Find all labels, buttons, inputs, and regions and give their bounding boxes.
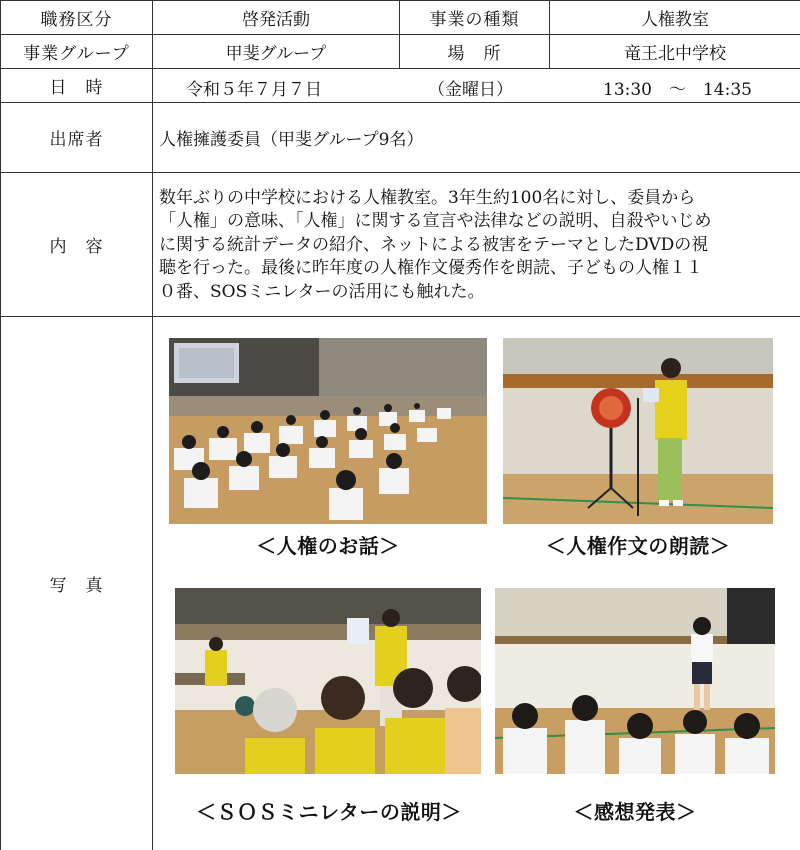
row-content — [1, 173, 800, 317]
label-attendees: 出席者 — [1, 103, 153, 173]
label-job-category: 職務区分 — [1, 1, 153, 35]
photos-cell — [153, 317, 800, 850]
photo-sos-letter-explanation — [175, 588, 481, 774]
content-line: 数年ぶりの中学校における人権教室。3年生約100名に対し、委員から — [159, 187, 696, 208]
value-attendees: 人権擁護委員（甲斐グループ9名） — [153, 103, 800, 173]
content-line: に関する統計データの紹介、ネットによる被害をテーマとしたDVDの視 — [159, 234, 709, 255]
time-text: 13:30 ～ 14:35 — [603, 80, 752, 100]
row-group — [1, 35, 800, 69]
caption-human-rights-talk: ＜人権のお話＞ — [256, 533, 400, 558]
caption-essay-reading: ＜人権作文の朗読＞ — [545, 533, 731, 558]
value-datetime — [153, 69, 800, 103]
value-project-type: 人権教室 — [550, 1, 800, 35]
row-category — [1, 1, 800, 35]
row-datetime — [1, 69, 800, 103]
photo-essay-reading — [503, 338, 773, 524]
label-project-type: 事業の種類 — [400, 1, 550, 35]
content-line: ０番、SOSミニレターの活用にも触れた。 — [159, 281, 485, 302]
row-attendees — [1, 103, 800, 173]
caption-impressions: ＜感想発表＞ — [573, 799, 697, 824]
value-project-group: 甲斐グループ — [153, 35, 400, 69]
row-photos — [1, 317, 800, 850]
content-text — [153, 173, 800, 317]
value-job-category: 啓発活動 — [153, 1, 400, 35]
label-project-group: 事業グループ — [1, 35, 153, 69]
value-place: 竜王北中学校 — [550, 35, 800, 69]
content-line: 「人権」の意味、「人権」に関する宣言や法律などの説明、自殺やいじめ — [159, 211, 712, 232]
weekday-text: （金曜日） — [428, 80, 513, 100]
content-line: 聴を行った。最後に昨年度の人権作文優秀作を朗読、子どもの人権１１ — [159, 258, 703, 279]
photo-human-rights-talk — [169, 338, 487, 524]
label-photos: 写 真 — [1, 317, 153, 850]
photo-impressions — [495, 588, 775, 774]
label-datetime: 日 時 — [1, 69, 153, 103]
label-content: 内 容 — [1, 173, 153, 317]
caption-sos-letter-explanation: ＜ＳＯＳミニレターの説明＞ — [196, 799, 462, 824]
label-place: 場 所 — [400, 35, 550, 69]
date-text: 令和５年７月７日 — [186, 80, 322, 100]
